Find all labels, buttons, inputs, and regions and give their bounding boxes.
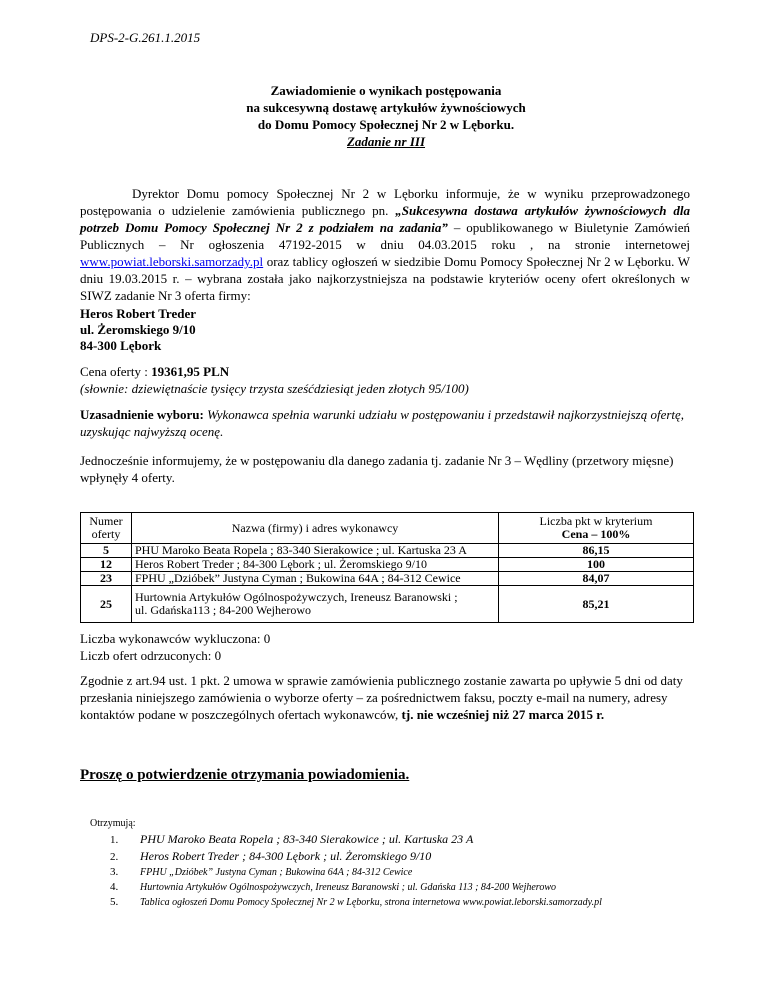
offer-points: 85,21 [499,586,694,623]
contract-text: Zgodnie z art.94 ust. 1 pkt. 2 umowa w sprawie zamówienia publicznego zostanie zawarta po upływie 5 dni od daty przesłania niniejszego zamówienia o wyborze oferty – za pośrednictwem faksu, poczty e-mail na numery, adresy kontaktów podane w poszczególnych ofertach wykonawców, [80,673,683,722]
excluded-count: Liczba wykonawców wykluczona: 0 [80,631,271,646]
confirmation-request: Proszę o potwierdzenie otrzymania powiadomienia. [80,767,410,783]
table-row [81,586,694,623]
price-in-words: (słownie: dziewiętnaście tysięcy trzysta sześćdziesiąt jeden złotych 95/100) [80,381,469,396]
contract-paragraph [80,672,690,723]
contract-date: tj. nie wcześniej niż 27 marca 2015 r. [401,707,605,722]
offer-points: 100 [499,558,694,572]
list-item: 4. Hurtownia Artykułów Ogólnospożywczych, Ireneusz Baranowski ; ul. Gdańska 113 ; 84-200 Wejherowo [110,881,556,893]
document-reference: DPS-2-G.261.1.2015 [90,30,201,45]
table-header-row [81,513,694,544]
offer-number: 23 [81,572,132,586]
offer-points: 86,15 [499,544,694,558]
title-line-3: do Domu Pomocy Społecznej Nr 2 w Lęborku. [257,117,515,132]
winner-city: 84-300 Lębork [80,338,162,353]
list-item: 5. Tablica ogłoszeń Domu Pomocy Społecznej Nr 2 w Lęborku, strona internetowa www.powiat.leborski.samorzady.pl [110,896,602,908]
title-line-1: Zawiadomienie o wynikach postępowania [270,83,502,98]
price-label: Cena oferty : [80,364,152,379]
contractor-name: Hurtownia Artykułów Ogólnospożywczych, Ireneusz Baranowski ; ul. Gdańska113 ; 84-200 Wejherowo [132,586,499,623]
contractor-name: PHU Maroko Beata Ropela ; 83-340 Sierakowice ; ul. Kartuska 23 A [132,544,499,558]
offer-points: 84,07 [499,572,694,586]
contractor-name: FPHU „Dzióbek” Justyna Cyman ; Bukowina 64A ; 84-312 Cewice [132,572,499,586]
table-row [81,544,694,558]
winner-street: ul. Żeromskiego 9/10 [80,322,196,337]
price-line [80,363,690,380]
intro-text-1: Dyrektor Domu pomocy Społecznej Nr 2 w Lęborku informuje, że w wyniku przeprowadzonego postępowania o udzielenie zamówienia publicznego pn. [80,186,690,218]
summary-block [80,630,690,664]
title-line-2: na sukcesywną dostawę artykułów żywnościowych [246,100,526,115]
price-block [80,363,690,397]
justification-paragraph [80,406,690,440]
list-item: 2. Heros Robert Treder ; 84-300 Lębork ; ul. Żeromskiego 9/10 [110,849,432,863]
justification-text: Wykonawca spełnia warunki udziału w postępowaniu i przedstawił najkorzystniejszą ofertę, uzyskując najwyższą ocenę. [80,407,685,439]
table-row [81,572,694,586]
header-points: Liczba pkt w kryterium Cena – 100% [499,513,694,544]
table-row [81,558,694,572]
contractor-name: Heros Robert Treder ; 84-300 Lębork ; ul. Żeromskiego 9/10 [132,558,499,572]
offer-number: 12 [81,558,132,572]
intro-text-3: oraz tablicy ogłoszeń w siedzibie Domu Pomocy Społecznej Nr 2 w Lęborku. W dniu 19.03.2015 r. – wybrana została jako najkorzystniejsza na podstawie kryteriów oceny ofert określonych w SIWZ zadanie Nr 3 oferta firmy: [80,254,690,303]
header-contractor: Nazwa (firmy) i adres wykonawcy [132,513,499,544]
website-link[interactable]: www.powiat.leborski.samorzady.pl [80,254,264,269]
offers-info-paragraph: Jednocześnie informujemy, że w postępowaniu dla danego zadania tj. zadanie Nr 3 – Wędliny (przetwory mięsne) wpłynęły 4 oferty. [80,453,674,485]
list-item: 3. FPHU „Dzióbek” Justyna Cyman ; Bukowina 64A ; 84-312 Cewice [110,866,413,878]
justification-label: Uzasadnienie wyboru: [80,407,204,422]
offer-number: 5 [81,544,132,558]
price-value: 19361,95 PLN [151,364,230,379]
list-item: 1. PHU Maroko Beata Ropela ; 83-340 Sierakowice ; ul. Kartuska 23 A [110,832,474,846]
header-offer-number: Numer oferty [81,513,132,544]
winner-address [80,306,196,354]
intro-text-2: – opublikowanego w Biuletynie Zamówień Publicznych – Nr ogłoszenia 47192-2015 w dniu 04.03.2015 roku , na stronie internetowej [80,220,690,252]
task-number: Zadanie nr III [346,134,426,149]
tender-title: „Sukcesywna dostawa artykułów żywnościowych dla potrzeb Domu Pomocy Społecznej Nr 2 z podziałem na zadania” [80,203,691,235]
offers-table [80,512,694,623]
offer-number: 25 [81,586,132,623]
winner-name: Heros Robert Treder [80,306,197,321]
recipients-list [110,831,710,910]
recipients-label: Otrzymują: [90,818,136,829]
document-title [90,82,682,150]
intro-paragraph [80,185,690,304]
rejected-count: Liczb ofert odrzuconych: 0 [80,648,222,663]
